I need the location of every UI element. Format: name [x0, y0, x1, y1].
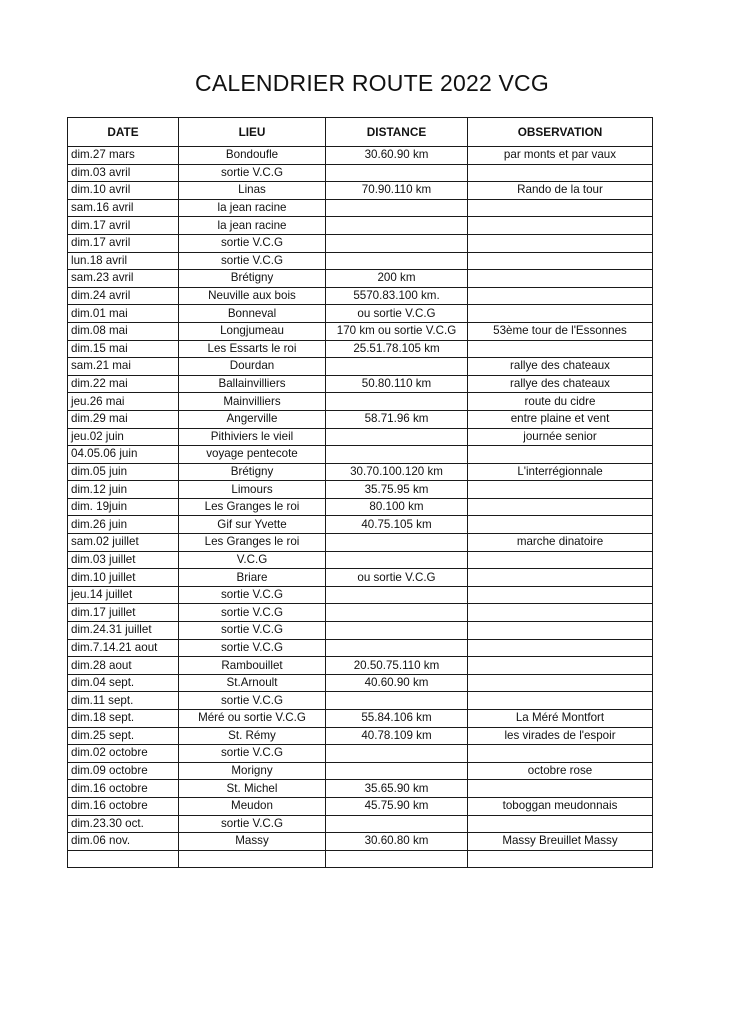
cell-lieu: Les Granges le roi [179, 534, 326, 552]
table-row [68, 692, 653, 710]
cell-observation [468, 850, 653, 868]
cell-distance [326, 622, 468, 640]
cell-date: dim.12 juin [68, 481, 179, 499]
table-row [68, 516, 653, 534]
table-row [68, 481, 653, 499]
table-row [68, 586, 653, 604]
cell-observation [468, 252, 653, 270]
cell-date: dim.23.30 oct. [68, 815, 179, 833]
table-row [68, 833, 653, 851]
header-row [68, 118, 653, 147]
cell-date: dim.24.31 juillet [68, 622, 179, 640]
cell-date: dim.06 nov. [68, 833, 179, 851]
cell-distance [326, 534, 468, 552]
cell-distance [326, 428, 468, 446]
cell-distance [326, 393, 468, 411]
cell-distance [326, 762, 468, 780]
cell-distance: 35.65.90 km [326, 780, 468, 798]
cell-distance: 40.60.90 km [326, 674, 468, 692]
cell-lieu: Dourdan [179, 358, 326, 376]
cell-date: dim.25 sept. [68, 727, 179, 745]
cell-date: dim.05 juin [68, 463, 179, 481]
cell-distance: 20.50.75.110 km [326, 657, 468, 675]
table-row [68, 463, 653, 481]
cell-lieu: St. Michel [179, 780, 326, 798]
cell-date: dim.26 juin [68, 516, 179, 534]
cell-lieu: sortie V.C.G [179, 639, 326, 657]
cell-lieu: Limours [179, 481, 326, 499]
table-row [68, 217, 653, 235]
cell-date: dim.7.14.21 aout [68, 639, 179, 657]
table-row [68, 287, 653, 305]
cell-distance: 50.80.110 km [326, 375, 468, 393]
cell-distance: 30.70.100.120 km [326, 463, 468, 481]
header-lieu: LIEU [179, 118, 326, 147]
cell-observation [468, 270, 653, 288]
cell-date: dim. 19juin [68, 498, 179, 516]
cell-distance [326, 252, 468, 270]
table-row [68, 850, 653, 868]
cell-lieu: la jean racine [179, 199, 326, 217]
header-distance: DISTANCE [326, 118, 468, 147]
table-row [68, 410, 653, 428]
cell-lieu: sortie V.C.G [179, 745, 326, 763]
cell-lieu: St. Rémy [179, 727, 326, 745]
table-row [68, 710, 653, 728]
table-row [68, 551, 653, 569]
cell-lieu: Pithiviers le vieil [179, 428, 326, 446]
cell-observation [468, 622, 653, 640]
cell-date: dim.22 mai [68, 375, 179, 393]
table-row [68, 375, 653, 393]
cell-lieu: Mainvilliers [179, 393, 326, 411]
cell-lieu: Angerville [179, 410, 326, 428]
cell-date: jeu.26 mai [68, 393, 179, 411]
cell-observation: L'interrégionnale [468, 463, 653, 481]
cell-lieu: V.C.G [179, 551, 326, 569]
cell-distance: 40.75.105 km [326, 516, 468, 534]
cell-date: sam.23 avril [68, 270, 179, 288]
cell-observation [468, 340, 653, 358]
cell-date: dim.28 aout [68, 657, 179, 675]
cell-distance: 170 km ou sortie V.C.G [326, 322, 468, 340]
table-row [68, 252, 653, 270]
cell-lieu: Les Granges le roi [179, 498, 326, 516]
cell-date: dim.03 juillet [68, 551, 179, 569]
cell-observation: marche dinatoire [468, 534, 653, 552]
cell-observation [468, 199, 653, 217]
cell-observation: octobre rose [468, 762, 653, 780]
cell-observation [468, 498, 653, 516]
cell-date: dim.18 sept. [68, 710, 179, 728]
cell-lieu: Linas [179, 182, 326, 200]
cell-distance [326, 217, 468, 235]
cell-date [68, 850, 179, 868]
cell-observation [468, 516, 653, 534]
header-date: DATE [68, 118, 179, 147]
cell-lieu: Longjumeau [179, 322, 326, 340]
cell-observation [468, 780, 653, 798]
cell-lieu: sortie V.C.G [179, 815, 326, 833]
cell-observation [468, 745, 653, 763]
cell-observation [468, 234, 653, 252]
cell-observation [468, 164, 653, 182]
cell-observation: toboggan meudonnais [468, 797, 653, 815]
table-row [68, 393, 653, 411]
table-row [68, 182, 653, 200]
cell-observation [468, 551, 653, 569]
cell-date: dim.02 octobre [68, 745, 179, 763]
cell-observation [468, 674, 653, 692]
cell-distance: 80.100 km [326, 498, 468, 516]
cell-observation: par monts et par vaux [468, 147, 653, 165]
cell-distance: ou sortie V.C.G [326, 569, 468, 587]
cell-observation [468, 287, 653, 305]
table-row [68, 340, 653, 358]
table-row [68, 674, 653, 692]
table-row [68, 428, 653, 446]
cell-date: dim.08 mai [68, 322, 179, 340]
table-row [68, 270, 653, 288]
cell-date: dim.16 octobre [68, 780, 179, 798]
cell-observation: Massy Breuillet Massy [468, 833, 653, 851]
cell-distance [326, 692, 468, 710]
cell-lieu: la jean racine [179, 217, 326, 235]
table-row [68, 322, 653, 340]
table-row [68, 762, 653, 780]
cell-lieu: Ballainvilliers [179, 375, 326, 393]
cell-date: dim.27 mars [68, 147, 179, 165]
table-row [68, 498, 653, 516]
cell-lieu: Morigny [179, 762, 326, 780]
cell-observation: rallye des chateaux [468, 375, 653, 393]
cell-lieu: Brétigny [179, 270, 326, 288]
table-row [68, 446, 653, 464]
cell-date: sam.21 mai [68, 358, 179, 376]
cell-lieu: St.Arnoult [179, 674, 326, 692]
cell-date: dim.10 avril [68, 182, 179, 200]
cell-date: dim.16 octobre [68, 797, 179, 815]
cell-observation [468, 692, 653, 710]
cell-date: dim.29 mai [68, 410, 179, 428]
cell-observation: entre plaine et vent [468, 410, 653, 428]
cell-date: sam.02 juillet [68, 534, 179, 552]
table-row [68, 604, 653, 622]
cell-lieu: sortie V.C.G [179, 692, 326, 710]
cell-date: dim.10 juillet [68, 569, 179, 587]
cell-distance: 58.71.96 km [326, 410, 468, 428]
cell-date: dim.11 sept. [68, 692, 179, 710]
cell-distance [326, 358, 468, 376]
cell-date: dim.01 mai [68, 305, 179, 323]
cell-distance [326, 815, 468, 833]
cell-distance: ou sortie V.C.G [326, 305, 468, 323]
cell-lieu: Gif sur Yvette [179, 516, 326, 534]
cell-distance [326, 551, 468, 569]
table-row [68, 639, 653, 657]
cell-date: dim.17 juillet [68, 604, 179, 622]
cell-observation: Rando de la tour [468, 182, 653, 200]
cell-distance: 70.90.110 km [326, 182, 468, 200]
cell-lieu: sortie V.C.G [179, 252, 326, 270]
cell-date: dim.03 avril [68, 164, 179, 182]
cell-lieu [179, 850, 326, 868]
cell-distance: 25.51.78.105 km [326, 340, 468, 358]
cell-distance [326, 745, 468, 763]
table-row [68, 234, 653, 252]
cell-date: sam.16 avril [68, 199, 179, 217]
cell-lieu: Méré ou sortie V.C.G [179, 710, 326, 728]
table-row [68, 780, 653, 798]
cell-observation: les virades de l'espoir [468, 727, 653, 745]
cell-distance: 5570.83.100 km. [326, 287, 468, 305]
cell-distance: 200 km [326, 270, 468, 288]
cell-lieu: voyage pentecote [179, 446, 326, 464]
table-row [68, 657, 653, 675]
cell-observation [468, 217, 653, 235]
cell-distance [326, 164, 468, 182]
table-row [68, 147, 653, 165]
cell-observation [468, 481, 653, 499]
cell-observation: route du cidre [468, 393, 653, 411]
table-row [68, 164, 653, 182]
cell-distance: 40.78.109 km [326, 727, 468, 745]
cell-date: jeu.02 juin [68, 428, 179, 446]
table-row [68, 727, 653, 745]
table-row [68, 569, 653, 587]
cell-date: jeu.14 juillet [68, 586, 179, 604]
cell-lieu: sortie V.C.G [179, 622, 326, 640]
cell-date: dim.24 avril [68, 287, 179, 305]
cell-observation [468, 569, 653, 587]
table-row [68, 622, 653, 640]
calendar-table [67, 117, 653, 868]
cell-date: dim.17 avril [68, 217, 179, 235]
cell-lieu: sortie V.C.G [179, 586, 326, 604]
cell-observation: 53ème tour de l'Essonnes [468, 322, 653, 340]
cell-observation [468, 639, 653, 657]
cell-observation: rallye des chateaux [468, 358, 653, 376]
cell-date: dim.15 mai [68, 340, 179, 358]
cell-distance [326, 234, 468, 252]
cell-observation: journée senior [468, 428, 653, 446]
cell-lieu: Les Essarts le roi [179, 340, 326, 358]
cell-lieu: Massy [179, 833, 326, 851]
cell-lieu: sortie V.C.G [179, 234, 326, 252]
cell-date: dim.04 sept. [68, 674, 179, 692]
cell-distance: 30.60.80 km [326, 833, 468, 851]
cell-distance: 55.84.106 km [326, 710, 468, 728]
table-row [68, 815, 653, 833]
cell-observation [468, 604, 653, 622]
cell-lieu: Rambouillet [179, 657, 326, 675]
cell-lieu: Neuville aux bois [179, 287, 326, 305]
cell-observation: La Méré Montfort [468, 710, 653, 728]
cell-lieu: Briare [179, 569, 326, 587]
cell-distance [326, 586, 468, 604]
table-row [68, 305, 653, 323]
cell-observation [468, 815, 653, 833]
cell-distance [326, 199, 468, 217]
cell-lieu: Brétigny [179, 463, 326, 481]
cell-observation [468, 446, 653, 464]
table-row [68, 358, 653, 376]
cell-date: dim.09 octobre [68, 762, 179, 780]
cell-date: lun.18 avril [68, 252, 179, 270]
table-row [68, 199, 653, 217]
cell-distance: 35.75.95 km [326, 481, 468, 499]
cell-distance: 45.75.90 km [326, 797, 468, 815]
cell-observation [468, 657, 653, 675]
cell-lieu: Bonneval [179, 305, 326, 323]
cell-date: 04.05.06 juin [68, 446, 179, 464]
cell-distance [326, 639, 468, 657]
table-row [68, 534, 653, 552]
cell-observation [468, 586, 653, 604]
cell-distance [326, 446, 468, 464]
cell-date: dim.17 avril [68, 234, 179, 252]
cell-distance [326, 850, 468, 868]
cell-lieu: sortie V.C.G [179, 604, 326, 622]
cell-lieu: sortie V.C.G [179, 164, 326, 182]
table-row [68, 745, 653, 763]
table-row [68, 797, 653, 815]
cell-observation [468, 305, 653, 323]
header-observation: OBSERVATION [468, 118, 653, 147]
table-body [68, 147, 653, 868]
cell-lieu: Meudon [179, 797, 326, 815]
cell-distance [326, 604, 468, 622]
page-title: CALENDRIER ROUTE 2022 VCG [195, 70, 549, 96]
cell-distance: 30.60.90 km [326, 147, 468, 165]
cell-lieu: Bondoufle [179, 147, 326, 165]
